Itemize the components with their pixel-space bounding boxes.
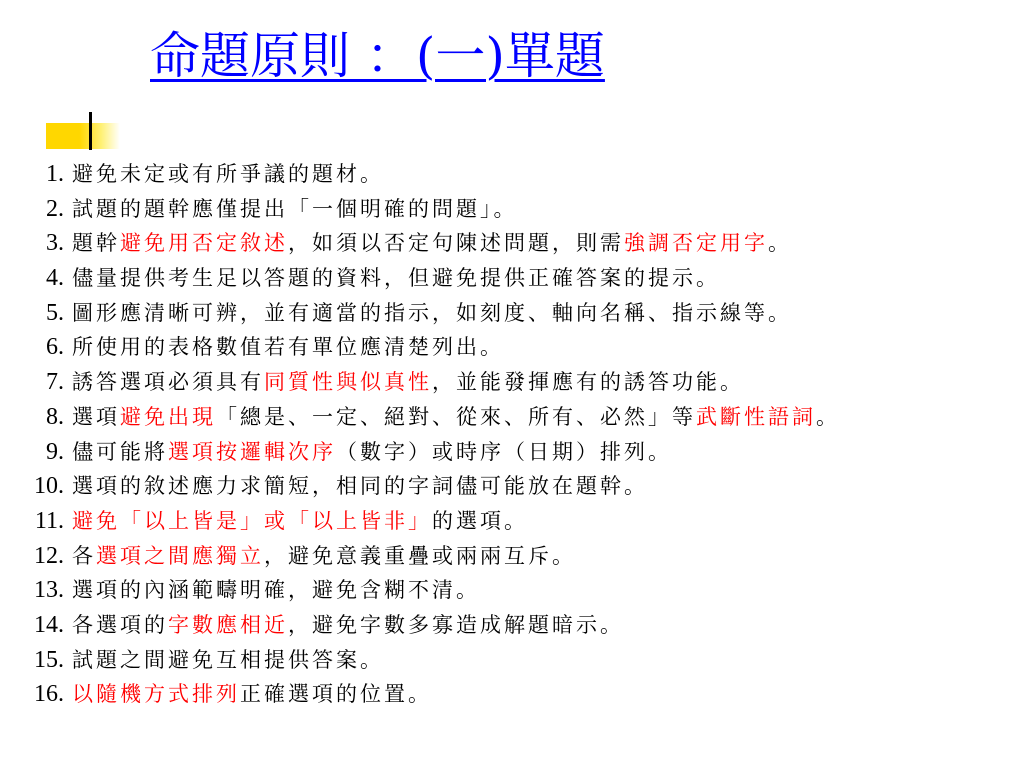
list-item-text — [72, 400, 840, 435]
highlighted-phrase: 同質性與似真性 — [264, 370, 432, 395]
text-segment: 的選項。 — [432, 508, 528, 533]
list-item-number: 4. — [46, 265, 64, 292]
list-item — [0, 539, 1024, 574]
text-segment: 。 — [768, 231, 792, 256]
list-item — [0, 504, 1024, 539]
text-segment: 題幹 — [72, 231, 120, 256]
text-segment: 避免未定或有所爭議的題材。 — [72, 162, 384, 186]
text-segment: 。 — [816, 404, 840, 429]
list-item — [0, 435, 1024, 470]
list-item-text — [72, 296, 792, 331]
list-item-number: 5. — [46, 299, 64, 326]
highlighted-phrase: 武斷性語詞 — [696, 404, 816, 429]
list-item — [0, 157, 1024, 192]
list-item — [0, 643, 1024, 678]
list-item — [0, 469, 1024, 504]
accent-line — [89, 112, 92, 150]
list-item-number: 15. — [34, 646, 64, 673]
highlighted-phrase: 字數應相近 — [168, 612, 288, 637]
text-segment: 儘可能將 — [72, 439, 168, 464]
text-segment: 圖形應清晰可辨，並有適當的指示，如刻度、軸向名稱、指示線等。 — [72, 300, 792, 325]
list-item — [0, 573, 1024, 608]
text-segment: 各 — [72, 543, 96, 568]
list-item-number: 1. — [46, 161, 64, 187]
text-segment: 選項的敘述應力求簡短，相同的字詞儘可能放在題幹。 — [72, 474, 648, 499]
text-segment: 選項 — [72, 404, 120, 429]
list-item — [0, 296, 1024, 331]
highlighted-phrase: 避免出現 — [120, 404, 216, 429]
list-item — [0, 608, 1024, 643]
list-item-number: 16. — [34, 681, 64, 708]
list-item-text — [72, 469, 648, 504]
text-segment: 所使用的表格數值若有單位應清楚列出。 — [72, 335, 504, 360]
list-item-number: 2. — [46, 195, 64, 222]
list-item-number: 10. — [34, 473, 64, 500]
text-segment: 各選項的 — [72, 612, 168, 637]
list-item-text — [72, 677, 432, 712]
list-item — [0, 192, 1024, 227]
text-segment: 「總是、一定、絕對、從來、所有、必然」等 — [216, 404, 696, 429]
list-item-number: 14. — [34, 611, 64, 638]
slide-title-text: 命題原則 ：(一)單題 — [150, 27, 605, 85]
text-segment: 試題之間避免互相提供答案。 — [72, 647, 384, 672]
list-item-text — [72, 573, 480, 608]
text-segment: ，並能發揮應有的誘答功能。 — [432, 370, 744, 395]
list-item-text — [72, 539, 576, 574]
list-item-number: 6. — [46, 334, 64, 361]
list-item-number: 9. — [46, 438, 64, 465]
list-item-text — [72, 192, 518, 227]
highlighted-phrase: 選項之間應獨立 — [96, 543, 264, 568]
highlighted-phrase: 避免「以上皆是」或「以上皆非」 — [72, 508, 432, 533]
list-item-number: 7. — [46, 369, 64, 396]
list-item-text — [72, 261, 720, 296]
highlighted-phrase: 避免用否定敘述 — [120, 231, 288, 256]
highlighted-phrase: 以隨機方式排列 — [72, 682, 240, 707]
accent-bar — [46, 123, 120, 149]
list-item-number: 3. — [46, 230, 64, 257]
text-segment: ，避免字數多寡造成解題暗示。 — [288, 612, 624, 637]
text-segment: ，如須以否定句陳述問題，則需 — [288, 231, 624, 256]
list-item-number: 12. — [34, 542, 64, 569]
list-item — [0, 365, 1024, 400]
text-segment: 選項的內涵範疇明確，避免含糊不清。 — [72, 578, 480, 603]
list-item-text — [72, 608, 624, 643]
list-item-text — [72, 435, 672, 470]
text-segment: 正確選項的位置。 — [240, 682, 432, 707]
list-item — [0, 330, 1024, 365]
list-item — [0, 677, 1024, 712]
slide-title — [150, 16, 790, 96]
list-item-text — [72, 330, 504, 365]
text-segment: （數字）或時序（日期）排列。 — [336, 439, 672, 464]
list-item-text — [72, 643, 384, 678]
list-item-text — [72, 365, 744, 400]
highlighted-phrase: 選項按邏輯次序 — [168, 439, 336, 464]
highlighted-phrase: 強調否定用字 — [624, 231, 768, 256]
text-segment: ，避免意義重疊或兩兩互斥。 — [264, 543, 576, 568]
list-item-number: 11. — [34, 507, 64, 534]
list-item-text — [72, 157, 384, 192]
list-item — [0, 261, 1024, 296]
list-item-number: 13. — [34, 577, 64, 604]
list-item-text — [72, 504, 528, 539]
rule-list — [0, 157, 1024, 712]
list-item-text — [72, 226, 792, 261]
text-segment: 誘答選項必須具有 — [72, 370, 264, 395]
list-item-number: 8. — [46, 403, 64, 430]
text-segment: 試題的題幹應僅提出「一個明確的問題」。 — [72, 196, 518, 221]
text-segment: 儘量提供考生足以答題的資料，但避免提供正確答案的提示。 — [72, 266, 720, 291]
list-item — [0, 226, 1024, 261]
list-item — [0, 400, 1024, 435]
